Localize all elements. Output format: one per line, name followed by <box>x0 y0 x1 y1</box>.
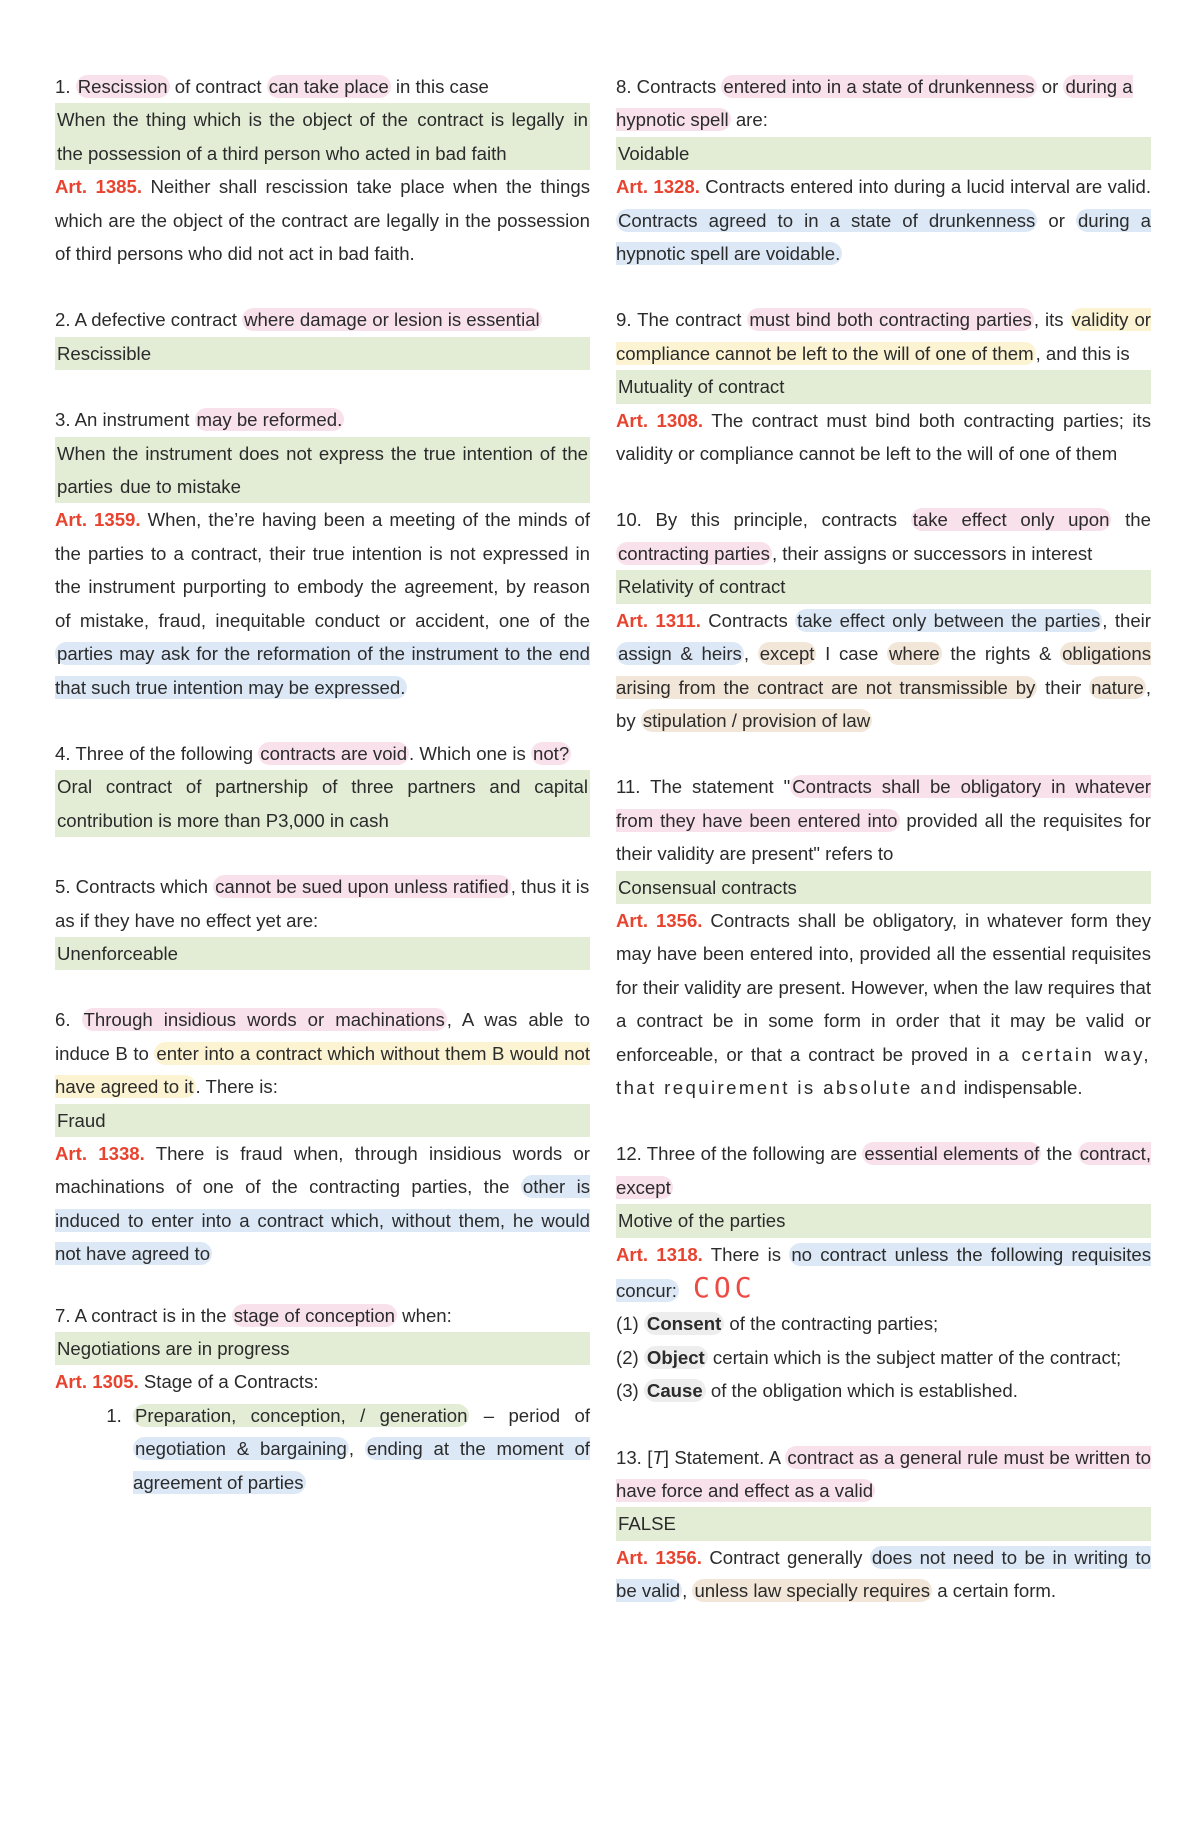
article-1356-form: Art. 1356. Contract generally does not need to be in writing to be valid , unless law specially requires a certain form. <box>616 1546 1152 1602</box>
article-1305: Art. 1305. Stage of a Contracts: <box>55 1371 319 1393</box>
article-1356: Art. 1356. Contracts shall be obligatory, in whatever form they may have been entered into, provided all the essential requisites for their validity are present. However, when the law requires that a contract be in some form in order that it may be valid or enforceable, or that a contract be proved in a certain way, that requirement is absolute and indispensable. <box>616 909 1152 1098</box>
answer-12: Motive of the parties <box>616 1204 1151 1237</box>
handwritten-note: COC <box>692 1271 756 1304</box>
question-13: 13. [T] Statement. A contract as a general rule must be written to have force and effect as a valid <box>616 1446 1152 1502</box>
answer-6: Fraud <box>55 1104 590 1137</box>
question-3: 3. An instrument may be reformed. <box>55 409 343 431</box>
question-9: 9. The contract must bind both contracting parties , its validity or compliance cannot be left to the will of one of them , and this is <box>616 309 1151 364</box>
left-column <box>55 70 590 1499</box>
question-12: 12. Three of the following are essential elements of the contract, except <box>616 1143 1151 1198</box>
answer-7: Negotiations are in progress <box>55 1332 590 1365</box>
question-11: 11. The statement " Contracts shall be obligatory in whatever from they have been entered into provided all the requisites for their validity are present" refers to <box>616 776 1151 865</box>
requisite-cause: (3) Cause of the obligation which is established. <box>616 1380 1018 1402</box>
question-5: 5. Contracts which cannot be sued upon unless ratified , thus it is as if they have no effect yet are: <box>55 876 590 931</box>
question-1: 1. Rescission of contract can take place in this case <box>55 76 489 97</box>
answer-4: Oral contract of partnership of three partners and capital contribution is more than P3,000 in cash <box>55 770 590 837</box>
list-item: 1. Preparation, conception, / generation – period of negotiation & bargaining , ending at the moment of agreement of parties <box>127 1399 590 1499</box>
answer-5: Unenforceable <box>55 937 590 970</box>
question-10: 10. By this principle, contracts take effect only upon the contracting parties , their assigns or successors in interest <box>616 509 1151 564</box>
answer-2: Rescissible <box>55 337 590 370</box>
question-2: 2. A defective contract where damage or lesion is essential <box>55 309 540 331</box>
stage-list <box>55 1399 590 1499</box>
answer-8: Voidable <box>616 137 1151 170</box>
requisite-object: (2) Object certain which is the subject matter of the contract; <box>616 1346 1122 1368</box>
question-4: 4. Three of the following contracts are void . Which one is not? <box>55 742 570 764</box>
answer-1: When the thing which is the object of the contract is legally in the possession of a third person who acted in bad faith <box>55 103 590 170</box>
article-1318: Art. 1318. There is no contract unless the following requisites concur: COC <box>616 1243 1151 1304</box>
article-1311: Art. 1311. Contracts take effect only between the parties , their assign & heirs , except I case where the rights & obligations arising from the contract are not transmissible by their nature , by stipulation / provision of law <box>616 609 1151 731</box>
question-6: 6. Through insidious words or machinations , A was able to induce B to enter into a contract which without them B would not have agreed to it . There is: <box>55 1009 590 1098</box>
answer-13: FALSE <box>616 1507 1151 1540</box>
answer-3: When the instrument does not express the true intention of the parties due to mistake <box>55 437 590 504</box>
article-1338: Art. 1338. There is fraud when, through insidious words or machinations of one of the contracting parties, the other is induced to enter into a contract which, without them, he would not have agreed to <box>55 1142 590 1265</box>
right-column <box>616 70 1151 1608</box>
question-7: 7. A contract is in the stage of conception when: <box>55 1304 452 1326</box>
article-1328: Art. 1328. Contracts entered into during a lucid interval are valid. Contracts agreed to in a state of drunkenness or during a hypnotic spell are voidable. <box>616 176 1152 265</box>
answer-9: Mutuality of contract <box>616 370 1151 403</box>
requisite-consent: (1) Consent of the contracting parties; <box>616 1313 939 1335</box>
article-1308: Art. 1308. The contract must bind both contracting parties; its validity or compliance cannot be left to the will of one of them <box>616 409 1151 465</box>
answer-11: Consensual contracts <box>616 871 1151 904</box>
article-1385: Art. 1385. Neither shall rescission take place when the things which are the object of the contract are legally in the possession of third persons who did not act in bad faith. <box>55 176 591 265</box>
question-8: 8. Contracts entered into in a state of drunkenness or during a hypnotic spell are: <box>616 76 1133 131</box>
answer-10: Relativity of contract <box>616 570 1151 603</box>
article-1359: Art. 1359. When, the’re having been a meeting of the minds of the parties to a contract, their true intention is not expressed in the instrument purporting to embody the agreement, by reason of mistake, fraud, inequitable conduct or accident, one of the parties may ask for the reformation of the instrument to the end that such true intention may be expressed. <box>55 509 591 698</box>
